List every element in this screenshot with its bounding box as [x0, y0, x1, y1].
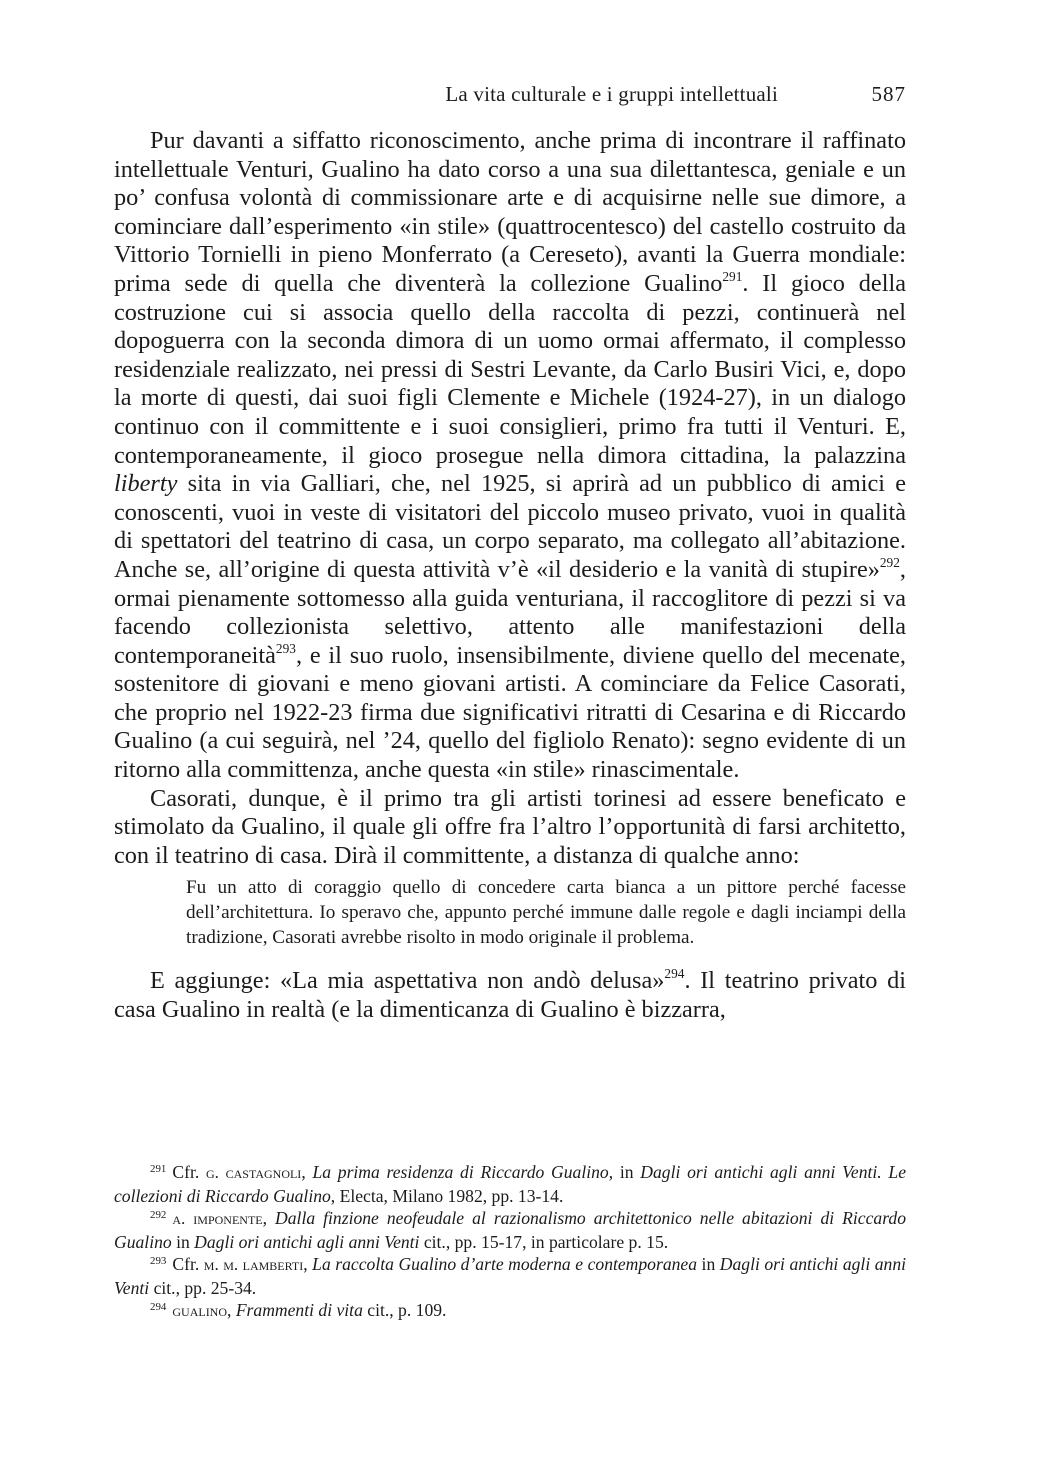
footnote-294	[114, 1299, 906, 1323]
paragraph-3	[114, 967, 906, 1024]
footnote-text: , in	[608, 1162, 641, 1182]
footnote-ref-294: 294	[664, 966, 685, 982]
footnote-title: Dalla finzione neofeudale al razionalismo architettonico nelle abitazioni di Riccardo Gualino	[114, 1208, 906, 1252]
footnote-title: Frammenti di vita	[235, 1300, 363, 1320]
footnote-title: La raccolta Gualino d’arte moderna e contemporanea	[312, 1254, 698, 1274]
footnote-ref-292: 292	[879, 554, 900, 570]
footnote-author: m. m. lamberti	[203, 1255, 304, 1274]
footnote-text: cit., p. 109.	[362, 1300, 447, 1320]
paragraph-1	[114, 127, 906, 785]
paragraph-text: Pur davanti a siffatto riconoscimento, anche prima di incontrare il raffinato intellettuale Venturi, Gualino ha dato corso a una sua dilettantesca, geniale e un po’ confusa volontà di commissionare arte e di acquisirne nelle sue dimore, a cominciare dall’esperimento «in stile» (quattrocentesco) del castello costruito da Vittorio Tornielli in pieno Monferrato (a Cereseto), avanti la Guerra mondiale: prima sede di quella che diventerà la collezione Gualino	[114, 127, 906, 297]
footnote-text: in	[171, 1231, 195, 1252]
footnote-293	[114, 1253, 906, 1299]
footnote-text: cit., pp. 15-17, in particolare p. 15.	[419, 1231, 669, 1252]
footnote-text: ,	[262, 1208, 276, 1228]
page-number: 587	[871, 82, 906, 106]
paragraph-2: Casorati, dunque, è il primo tra gli artisti torinesi ad essere beneficato e stimolato da Gualino, il quale gli offre fra l’altro l’opportunità di farsi architetto, con il teatrino di casa. Dirà il committente, a distanza di qualche anno:	[114, 784, 906, 869]
footnote-text: , Electa, Milano 1982, pp. 13-14.	[330, 1185, 564, 1206]
footnote-text: ,	[227, 1300, 236, 1320]
paragraph-text: E aggiunge: «La mia aspettativa non andò delusa»	[150, 967, 665, 995]
footnote-author: a. imponente	[172, 1209, 263, 1228]
footnote-text: ,	[303, 1254, 313, 1274]
footnote-source: Dagli ori antichi agli anni Venti	[194, 1231, 420, 1252]
footnote-number: 293	[150, 1255, 167, 1267]
footnote-author: gualino	[172, 1301, 228, 1320]
footnote-292	[114, 1207, 906, 1253]
paragraph-text: . Il gioco della costruzione cui si associa quello della raccolta di pezzi, continuerà nel dopoguerra con la seconda dimora di un uomo ormai affermato, il complesso residenziale realizzato, nei pressi di Sestri Levante, da Carlo Busiri Vici, e, dopo la morte di questi, dai suoi figli Clemente e Michele (1924-27), in un dialogo continuo con il committente e i suoi consiglieri, primo fra tutti il Venturi. E, contemporaneamente, il gioco prosegue nella dimora cittadina, la palazzina	[114, 269, 906, 469]
running-title: La vita culturale e i gruppi intellettuali	[445, 82, 778, 106]
footnote-text: ,	[301, 1162, 313, 1182]
main-text	[114, 127, 906, 1024]
footnotes	[114, 1161, 906, 1323]
running-header	[114, 82, 906, 116]
footnote-text: Cfr.	[172, 1254, 204, 1274]
block-quote: Fu un atto di coraggio quello di concedere carta bianca a un pittore perché facesse dell’architettura. Io speravo che, appunto perché immune dalle regole e dagli inciampi della tradizione, Casorati avrebbe risolto in modo originale il problema.	[186, 877, 906, 948]
footnote-source: Dagli ori antichi agli anni Venti	[114, 1254, 907, 1298]
footnote-number: 292	[150, 1209, 167, 1221]
footnote-number: 291	[150, 1163, 167, 1175]
footnote-author: g. castagnoli	[205, 1163, 302, 1182]
paragraph-text: sita in via Galliari, che, nel 1925, si aprirà ad un pubblico di amici e conoscenti, vuoi in veste di visitatori del piccolo museo privato, vuoi in qualità di spettatori del teatrino di casa, un corpo separato, ma collegato all’abitazione. Anche se, all’origine di questa attività v’è «il desiderio e la vanità di stupire»	[114, 470, 906, 583]
footnote-ref-293: 293	[275, 640, 296, 656]
italic-term: liberty	[114, 470, 178, 498]
footnote-title: La prima residenza di Riccardo Gualino	[312, 1162, 609, 1182]
footnote-text: cit., pp. 25-34.	[149, 1277, 257, 1298]
footnote-number: 294	[150, 1301, 167, 1313]
footnote-ref-291: 291	[722, 268, 743, 284]
paragraph-text: . Il teatrino privato di casa Gualino in realtà (e la dimenticanza di Gualino è bizzarra,	[114, 967, 906, 1023]
paragraph-text: , ormai pienamente sottomesso alla guida venturiana, il raccoglitore di pezzi si va facendo collezionista selettivo, attento alle manifestazioni della contemporaneità	[114, 555, 906, 669]
paragraph-text: , e il suo ruolo, insensibilmente, diviene quello del mecenate, sostenitore di giovani e meno giovani artisti. A cominciare da Felice Casorati, che proprio nel 1922-23 firma due significativi ritratti di Cesarina e di Riccardo Gualino (a cui seguirà, nel ’24, quello del figliolo Renato): segno evidente di un ritorno alla committenza, anche questa «in stile» rinascimentale.	[114, 641, 906, 784]
footnote-text: Cfr.	[172, 1162, 206, 1182]
footnote-text: in	[697, 1254, 720, 1274]
footnote-source: Dagli ori antichi agli anni Venti. Le collezioni di Riccardo Gualino	[114, 1162, 906, 1206]
footnote-291	[114, 1161, 906, 1207]
